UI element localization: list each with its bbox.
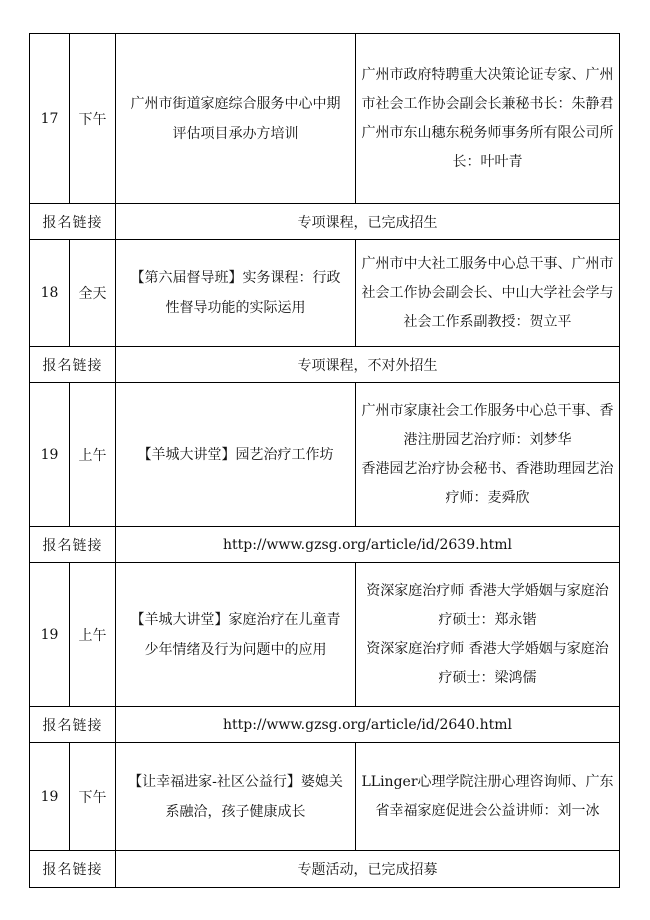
schedule-body: [30, 34, 620, 888]
speaker: 资深家庭治疗师 香港大学婚姻与家庭治疗硕士：梁鸿儒: [366, 640, 609, 686]
speaker: 广州市家康社会工作服务中心总干事、香港注册园艺治疗师：刘梦华: [361, 402, 614, 448]
session-time: 上午: [70, 563, 116, 707]
session-day: 19: [30, 563, 70, 707]
session-row: [30, 34, 620, 204]
registration-status: 专项课程，已完成招生: [116, 204, 620, 240]
link-row: [30, 527, 620, 563]
link-row: [30, 347, 620, 383]
speaker: 广州市东山穗东税务师事务所有限公司所长：叶叶青: [361, 124, 614, 170]
session-time: 下午: [70, 34, 116, 204]
registration-link[interactable]: http://www.gzsg.org/article/id/2640.html: [116, 707, 620, 743]
session-row: [30, 563, 620, 707]
session-topic: 【第六届督导班】实务课程：行政性督导功能的实际运用: [116, 240, 356, 347]
link-label: 报名链接: [30, 707, 116, 743]
session-row: [30, 240, 620, 347]
link-row: [30, 707, 620, 743]
session-row: [30, 383, 620, 527]
registration-status: 专项课程，不对外招生: [116, 347, 620, 383]
link-row: [30, 204, 620, 240]
link-row: [30, 851, 620, 888]
session-speakers: [356, 563, 620, 707]
session-speakers: [356, 383, 620, 527]
link-label: 报名链接: [30, 347, 116, 383]
session-topic: 【羊城大讲堂】家庭治疗在儿童青少年情绪及行为问题中的应用: [116, 563, 356, 707]
speaker: 广州市中大社工服务中心总干事、广州市社会工作协会副会长、中山大学社会学与社会工作系副教授：贺立平: [361, 255, 614, 330]
registration-status: 专题活动，已完成招募: [116, 851, 620, 888]
registration-link[interactable]: http://www.gzsg.org/article/id/2639.html: [116, 527, 620, 563]
session-row: [30, 743, 620, 851]
link-label: 报名链接: [30, 204, 116, 240]
session-day: 19: [30, 743, 70, 851]
schedule-table: [29, 33, 620, 888]
session-time: 上午: [70, 383, 116, 527]
session-time: 下午: [70, 743, 116, 851]
session-speakers: [356, 34, 620, 204]
session-day: 17: [30, 34, 70, 204]
session-day: 18: [30, 240, 70, 347]
session-topic: 【羊城大讲堂】园艺治疗工作坊: [116, 383, 356, 527]
link-label: 报名链接: [30, 851, 116, 888]
session-speakers: [356, 240, 620, 347]
session-topic: 广州市街道家庭综合服务中心中期评估项目承办方培训: [116, 34, 356, 204]
speaker: LLinger心理学院注册心理咨询师、广东省幸福家庭促进会公益讲师：刘一冰: [361, 773, 614, 819]
speaker: 资深家庭治疗师 香港大学婚姻与家庭治疗硕士：郑永锴: [366, 582, 609, 628]
speaker: 香港园艺治疗协会秘书、香港助理园艺治疗师：麦舜欣: [361, 460, 614, 506]
link-label: 报名链接: [30, 527, 116, 563]
session-time: 全天: [70, 240, 116, 347]
session-day: 19: [30, 383, 70, 527]
session-speakers: [356, 743, 620, 851]
session-topic: 【让幸福进家-社区公益行】婆媳关系融洽，孩子健康成长: [116, 743, 356, 851]
speaker: 广州市政府特聘重大决策论证专家、广州市社会工作协会副会长兼秘书长：朱静君: [361, 66, 614, 112]
